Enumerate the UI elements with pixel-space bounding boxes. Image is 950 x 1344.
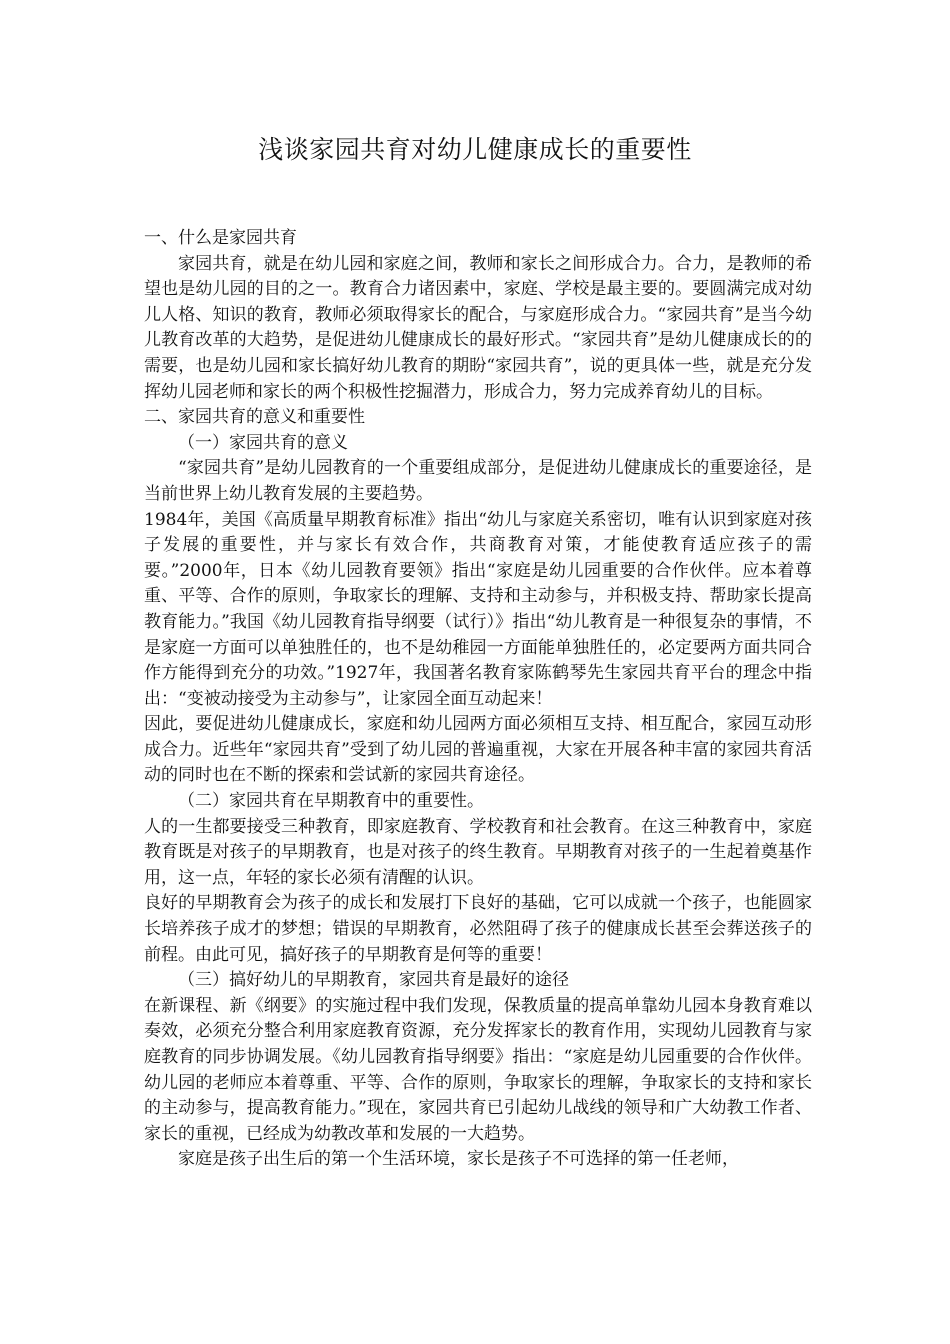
subheading-1: （一）家园共育的意义: [178, 432, 348, 453]
paragraph: 良好的早期教育会为孩子的成长和发展打下良好的基础，它可以成就一个孩子，也能圆家长培养孩子成才的梦想；错误的早期教育，必然阻碍了孩子的健康成长甚至会葬送孩子的前程。由此可见，搞好孩子的早期教育是何等的重要！: [144, 893, 812, 965]
paragraph: 因此，要促进幼儿健康成长，家庭和幼儿园两方面必须相互支持、相互配合，家园互动形成合力。近些年“家园共育”受到了幼儿园的普遍重视，大家在开展各种丰富的家园共育活动的同时也在不断的探索和尝试新的家园共育途径。: [144, 714, 812, 786]
paragraph: 1984年，美国《高质量早期教育标准》指出“幼儿与家庭关系密切，唯有认识到家庭对孩子发展的重要性，并与家长有效合作，共商教育对策，才能使教育适应孩子的需要。”2000年，日本《幼儿园教育要领》指出“家庭是幼儿园重要的合作伙伴。应本着尊重、平等、合作的原则，争取家长的理解、支持和主动参与，并积极支持、帮助家长提高教育能力。”我国《幼儿园教育指导纲要（试行）》指出“幼儿教育是一种很复杂的事情，不是家庭一方面可以单独胜任的，也不是幼稚园一方面能单独胜任的，必定要两方面共同合作方能得到充分的功效。”1927年，我国著名教育家陈鹤琴先生家园共育平台的理念中指出：“变被动接受为主动参与”，让家园全面互动起来！: [144, 509, 812, 709]
heading-1: 一、什么是家园共育: [144, 228, 297, 248]
heading-2: 二、家园共育的意义和重要性: [144, 407, 365, 428]
subheading-2: （二）家园共育在早期教育中的重要性。: [178, 791, 484, 812]
paragraph: “家园共育”是幼儿园教育的一个重要组成部分，是促进幼儿健康成长的重要途径，是当前世界上幼儿教育发展的主要趋势。: [144, 458, 812, 504]
subheading-3: （三）搞好幼儿的早期教育，家园共育是最好的途径: [178, 970, 569, 991]
paragraph: 人的一生都要接受三种教育，即家庭教育、学校教育和社会教育。在这三种教育中，家庭教育既是对孩子的早期教育，也是对孩子的终生教育。早期教育对孩子的一生起着奠基作用，这一点，年轻的家长必须有清醒的认识。: [144, 816, 812, 888]
paragraph: 家庭是孩子出生后的第一个生活环境，家长是孩子不可选择的第一任老师，: [178, 1149, 739, 1170]
paragraph: 在新课程、新《纲要》的实施过程中我们发现，保教质量的提高单靠幼儿园本身教育难以奏效，必须充分整合利用家庭教育资源，充分发挥家长的教育作用，实现幼儿园教育与家庭教育的同步协调发展。《幼儿园教育指导纲要》指出：“家庭是幼儿园重要的合作伙伴。幼儿园的老师应本着尊重、平等、合作的原则，争取家长的理解，争取家长的支持和家长的主动参与，提高教育能力。”现在，家园共育已引起幼儿战线的领导和广大幼教工作者、家长的重视，已经成为幼教改革和发展的一大趋势。: [144, 995, 812, 1144]
document-body: [144, 226, 812, 1173]
paragraph: 家园共育，就是在幼儿园和家庭之间，教师和家长之间形成合力。合力，是教师的希望也是幼儿园的目的之一。教育合力诸因素中，家庭、学校是最主要的。要圆满完成对幼儿人格、知识的教育，教师必须取得家长的配合，与家庭形成合力。“家园共育”是当今幼儿教育改革的大趋势，是促进幼儿健康成长的最好形式。“家园共育”是幼儿健康成长的的需要，也是幼儿园和家长搞好幼儿教育的期盼“家园共育”，说的更具体一些，就是充分发挥幼儿园老师和家长的两个积极性挖掘潜力，形成合力，努力完成养育幼儿的目标。: [144, 253, 812, 402]
document-title: 浅谈家园共育对幼儿健康成长的重要性: [258, 135, 692, 164]
